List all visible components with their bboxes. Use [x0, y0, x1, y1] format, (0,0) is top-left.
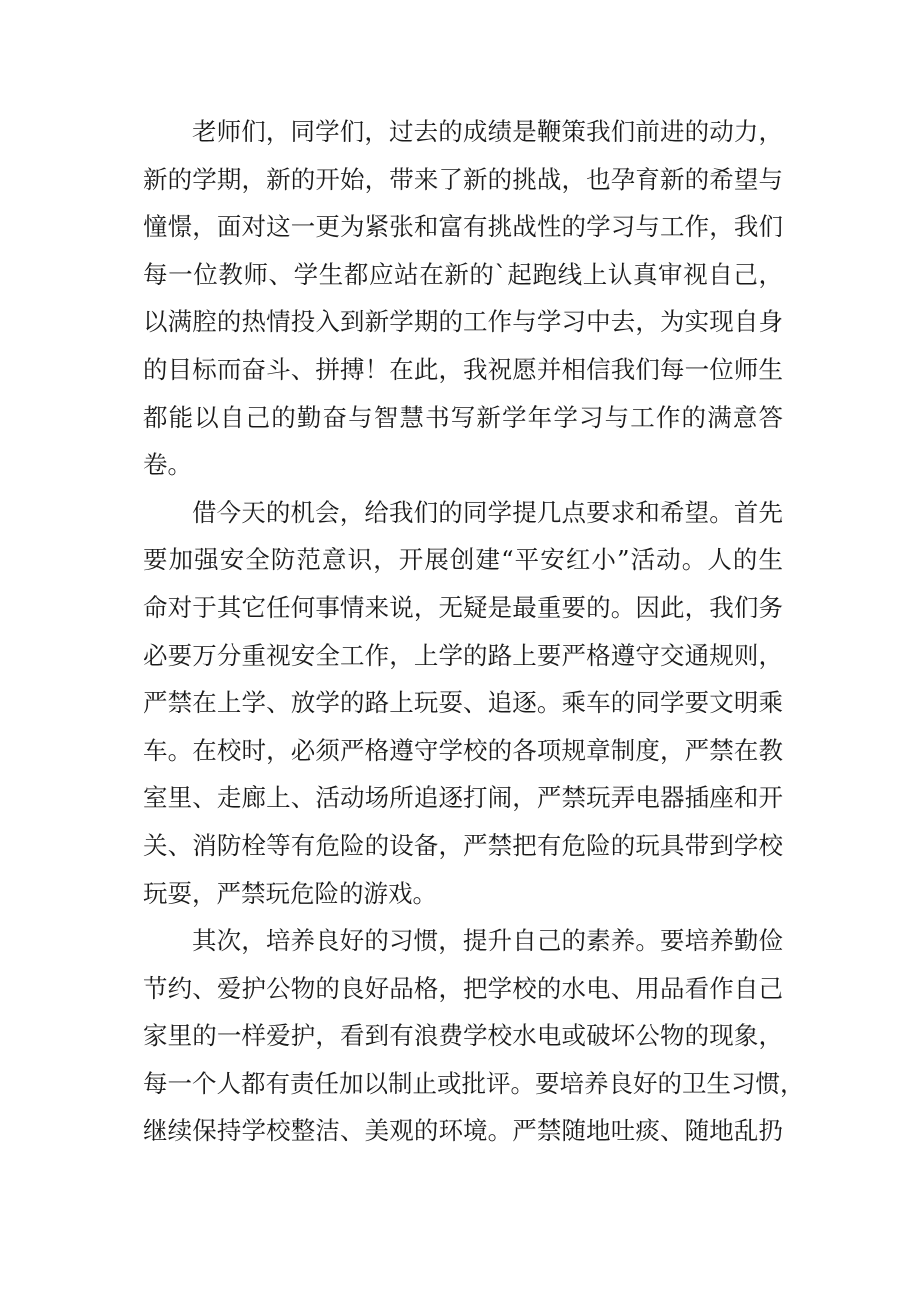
text-line: 命对于其它任何事情来说，无疑是最重要的。因此，我们务 [143, 592, 783, 622]
text-line: 每一位教师、学生都应站在新的`起跑线上认真审视自己， [143, 259, 783, 289]
text-line: 老师们，同学们，过去的成绩是鞭策我们前进的动力， [192, 117, 783, 146]
text-line: 室里、走廊上、活动场所追逐打闹，严禁玩弄电器插座和开 [143, 783, 783, 813]
text-line: 的目标而奋斗、拼搏！在此，我祝愿并相信我们每一位师生 [143, 354, 783, 384]
text-line: 必要万分重视安全工作，上学的路上要严格遵守交通规则， [143, 640, 783, 670]
text-line: 卷。 [143, 450, 192, 480]
text-line: 家里的一样爱护，看到有浪费学校水电或破坏公物的现象， [143, 1021, 783, 1051]
text-line: 要加强安全防范意识，开展创建“平安红小”活动。人的生 [143, 545, 783, 575]
text-line: 借今天的机会，给我们的同学提几点要求和希望。首先 [192, 497, 783, 527]
text-line: 严禁在上学、放学的路上玩耍、追逐。乘车的同学要文明乘 [143, 688, 783, 718]
text-line: 每一个人都有责任加以制止或批评。要培养良好的卫生习惯， [143, 1068, 805, 1098]
text-line: 车。在校时，必须严格遵守学校的各项规章制度，严禁在教 [143, 735, 783, 765]
paragraph-3 [143, 917, 805, 1155]
text-line: 关、消防栓等有危险的设备，严禁把有危险的玩具带到学校 [143, 830, 783, 860]
text-line: 玩耍，严禁玩危险的游戏。 [143, 878, 437, 908]
text-line: 憧憬，面对这一更为紧张和富有挑战性的学习与工作，我们 [143, 212, 783, 242]
text-line: 都能以自己的勤奋与智慧书写新学年学习与工作的满意答 [143, 402, 783, 432]
text-line: 继续保持学校整洁、美观的环境。严禁随地吐痰、随地乱扔 [143, 1116, 783, 1146]
paragraph-2 [143, 489, 783, 917]
text-line: 其次，培养良好的习惯，提升自己的素养。要培养勤俭 [192, 926, 783, 956]
document-body [143, 108, 805, 1155]
text-line: 以满腔的热情投入到新学期的工作与学习中去，为实现自身 [143, 307, 783, 337]
paragraph-1 [143, 108, 783, 489]
text-line: 新的学期，新的开始，带来了新的挑战，也孕育新的希望与 [143, 164, 783, 194]
text-line: 节约、爱护公物的良好品格，把学校的水电、用品看作自己 [143, 973, 783, 1003]
